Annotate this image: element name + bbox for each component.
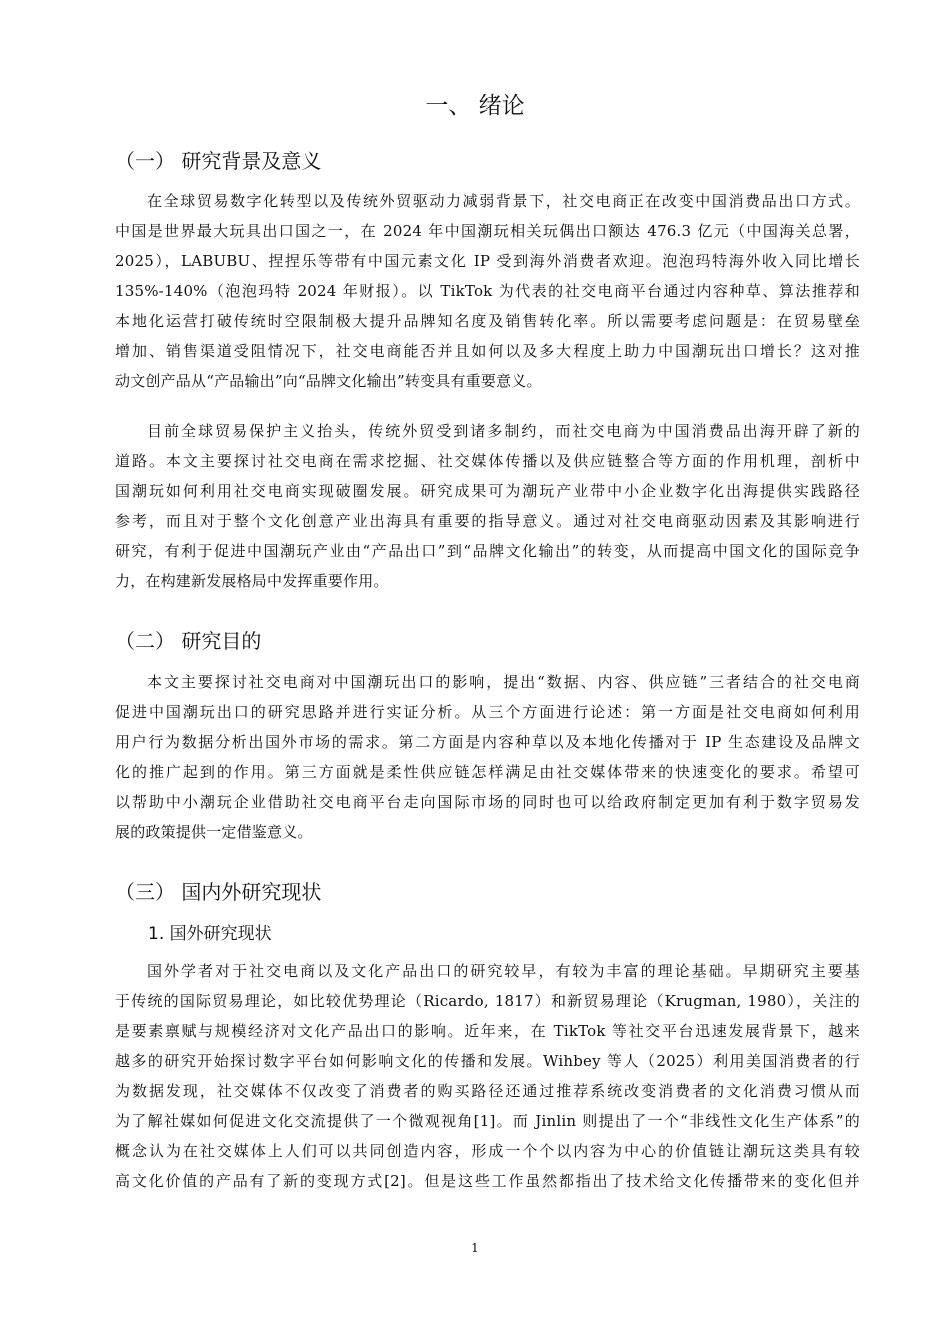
text-line: 用户行为数据分析出国外市场的需求。第二方面是内容种草以及本地化传播对于 IP 生态建设及品牌文 (115, 733, 860, 751)
text-line: 越多的研究开始探讨数字平台如何影响文化的传播和发展。Wihbey 等人（2025）利用美国消费者的行 (115, 1052, 860, 1070)
paragraph-foreign-research (115, 956, 860, 1196)
text-line: 化的推广起到的作用。第三方面就是柔性供应链怎样满足由社交媒体带来的快速变化的要求。希望可 (115, 763, 860, 781)
paragraph-background-2 (115, 416, 860, 596)
text-line: 增加、销售渠道受阻情况下，社交电商能否并且如何以及多大程度上助力中国潮玩出口增长？这对推 (115, 342, 860, 360)
text-line: 力，在构建新发展格局中发挥重要作用。 (115, 572, 389, 590)
text-line: 在全球贸易数字化转型以及传统外贸驱动力减弱背景下，社交电商正在改变中国消费品出口方式。 (147, 192, 860, 210)
text-line: 为数据发现，社交媒体不仅改变了消费者的购买路径还通过推荐系统改变消费者的文化消费习惯从而 (115, 1082, 860, 1100)
text-line: 促进中国潮玩出口的研究思路并进行实证分析。从三个方面进行论述：第一方面是社交电商如何利用 (115, 703, 860, 721)
text-line: 高文化价值的产品有了新的变现方式[2]。但是这些工作虽然都指出了技术给文化传播带来的变化但并 (115, 1172, 860, 1190)
text-line: 是要素禀赋与规模经济对文化产品出口的影响。近年来，在 TikTok 等社交平台迅速发展背景下，越来 (115, 1022, 860, 1040)
text-line: 参考，而且对于整个文化创意产业出海具有重要的指导意义。通过对社交电商驱动因素及其影响进行 (115, 512, 860, 530)
paragraph-background-1 (115, 186, 860, 396)
text-line: 动文创产品从“产品输出”向“品牌文化输出”转变具有重要意义。 (115, 372, 542, 390)
text-line: 概念认为在社交媒体上人们可以共同创造内容，形成一个个以内容为中心的价值链让潮玩这类具有较 (115, 1142, 860, 1160)
section-heading-purpose: （二） 研究目的 (115, 629, 262, 653)
text-line: 道路。本文主要探讨社交电商在需求挖掘、社交媒体传播以及供应链整合等方面的作用机理，剖析中 (115, 452, 860, 470)
text-line: 为了解社媒如何促进文化交流提供了一个微观视角[1]。而 Jinlin 则提出了一个“非线性文化生产体系”的 (115, 1112, 860, 1130)
text-line: 目前全球贸易保护主义抬头，传统外贸受到诸多制约，而社交电商为中国消费品出海开辟了新的 (147, 422, 860, 440)
page-number: 1 (471, 1241, 479, 1255)
subheading-foreign-research: 1. 国外研究现状 (148, 924, 272, 944)
text-line: 以帮助中小潮玩企业借助社交电商平台走向国际市场的同时也可以给政府制定更加有利于数字贸易发 (115, 793, 860, 811)
text-line: 展的政策提供一定借鉴意义。 (115, 823, 313, 841)
text-line: 于传统的国际贸易理论，如比较优势理论（Ricardo, 1817）和新贸易理论（Krugman, 1980），关注的 (115, 992, 860, 1010)
text-line: 2025），LABUBU、捏捏乐等带有中国元素文化 IP 受到海外消费者欢迎。泡泡玛特海外收入同比增长 (115, 252, 860, 270)
paragraph-purpose (115, 667, 860, 847)
text-line: 135%-140%（泡泡玛特 2024 年财报）。以 TikTok 为代表的社交电商平台通过内容种草、算法推荐和 (115, 282, 860, 300)
text-line: 国潮玩如何利用社交电商实现破圈发展。研究成果可为潮玩产业带中小企业数字化出海提供实践路径 (115, 482, 860, 500)
text-line: 研究，有利于促进中国潮玩产业由“产品出口”到“品牌文化输出”的转变，从而提高中国文化的国际竞争 (115, 542, 860, 560)
section-heading-background: （一） 研究背景及意义 (115, 149, 322, 173)
section-heading-literature: （三） 国内外研究现状 (115, 880, 322, 904)
text-line: 中国是世界最大玩具出口国之一，在 2024 年中国潮玩相关玩偶出口额达 476.3 亿元（中国海关总署， (115, 222, 860, 240)
text-line: 本文主要探讨社交电商对中国潮玩出口的影响，提出“数据、内容、供应链”三者结合的社交电商 (147, 673, 860, 691)
chapter-title: 一、 绪论 (425, 93, 525, 119)
text-line: 本地化运营打破传统时空限制极大提升品牌知名度及销售转化率。所以需要考虑问题是：在贸易壁垒 (115, 312, 860, 330)
text-line: 国外学者对于社交电商以及文化产品出口的研究较早，有较为丰富的理论基础。早期研究主要基 (147, 962, 860, 980)
